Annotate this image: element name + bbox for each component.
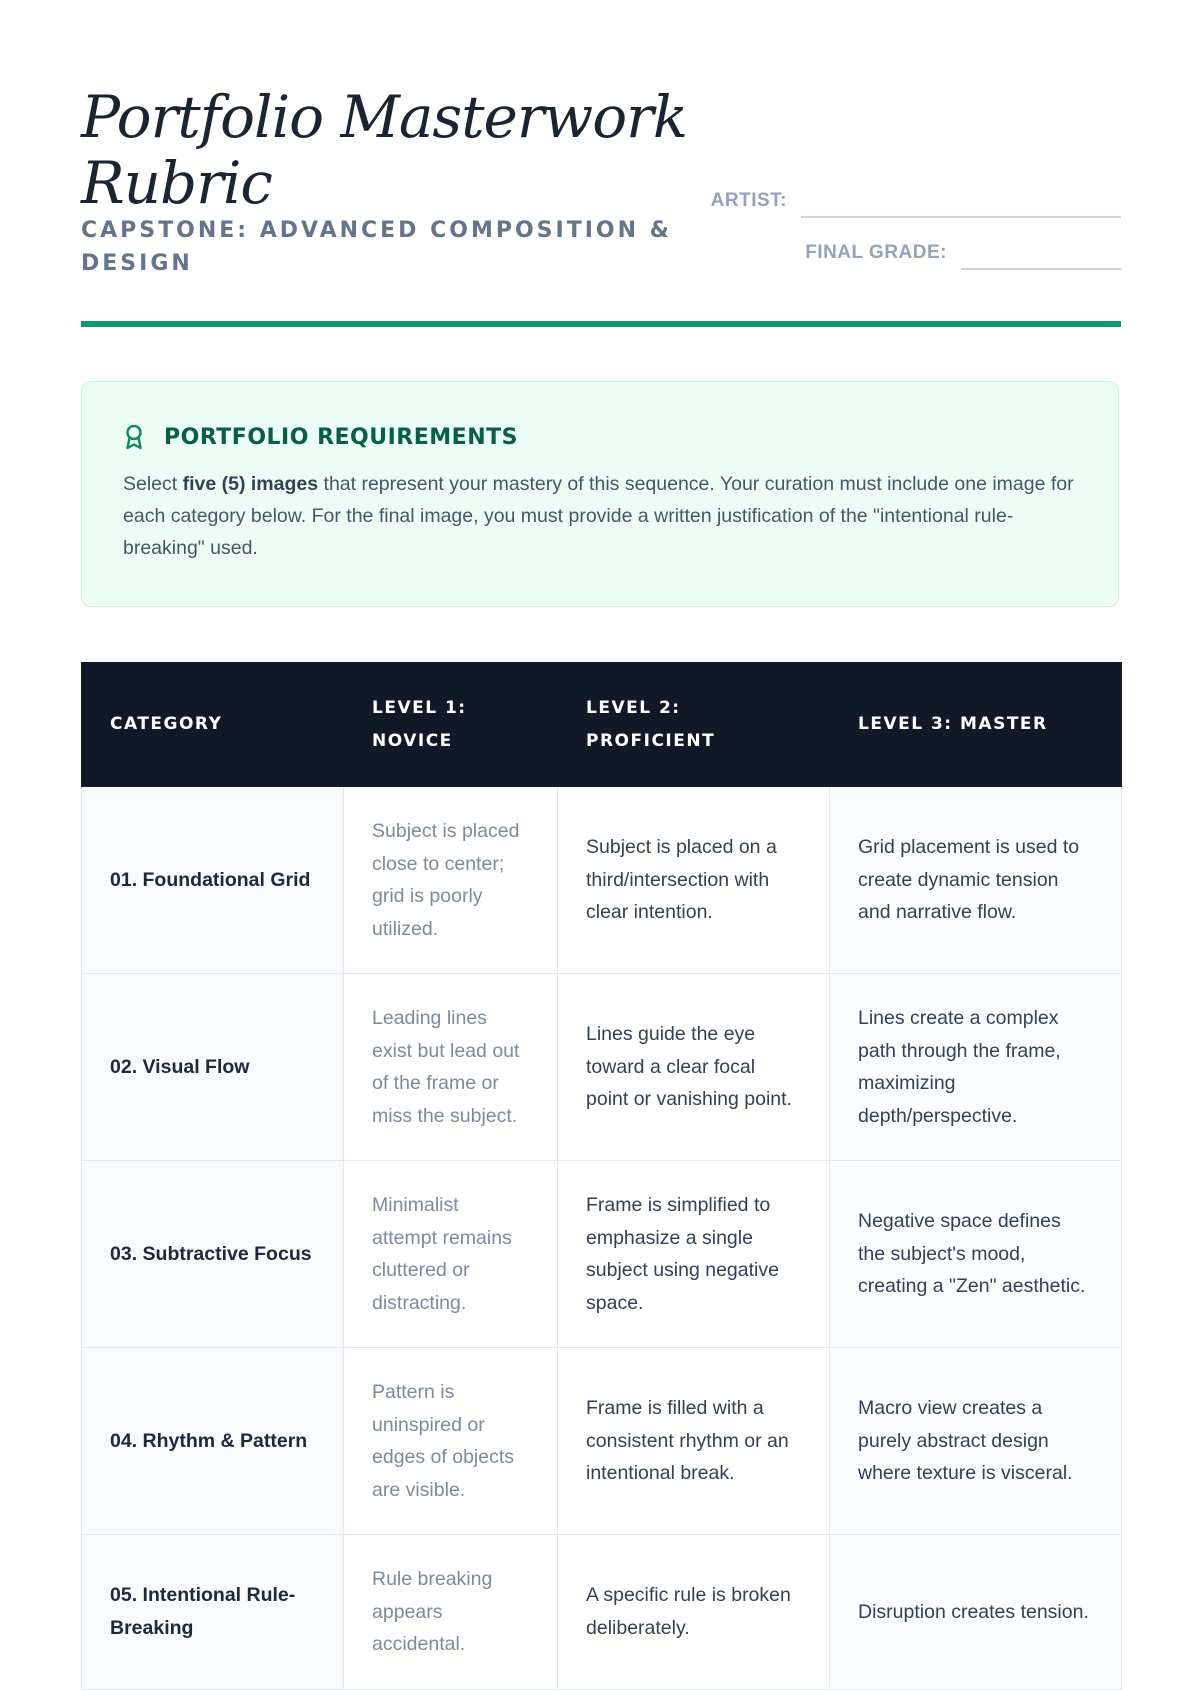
award-ribbon-icon <box>123 424 145 450</box>
requirements-text-emphasis: five (5) images <box>182 473 319 495</box>
page-header <box>81 0 1121 330</box>
category-cell: 05. Intentional Rule-Breaking <box>82 1535 344 1690</box>
master-cell: Grid placement is used to create dynamic tension and narrative flow. <box>830 787 1122 974</box>
header-level-2: LEVEL 2: PROFICIENT <box>558 663 830 787</box>
novice-cell: Leading lines exist but lead out of the frame or miss the subject. <box>344 974 558 1161</box>
artist-input-line[interactable] <box>801 190 1121 218</box>
rubric-table <box>81 662 1122 1690</box>
rubric-header-row <box>82 663 1122 787</box>
proficient-cell: Frame is filled with a consistent rhythm or an intentional break. <box>558 1348 830 1535</box>
table-row <box>82 1535 1122 1690</box>
final-grade-field <box>805 242 1121 270</box>
novice-cell: Minimalist attempt remains cluttered or distracting. <box>344 1161 558 1348</box>
page-title: Portfolio Masterwork Rubric <box>81 83 687 217</box>
requirements-title: PORTFOLIO REQUIREMENTS <box>164 424 518 450</box>
master-cell: Disruption creates tension. <box>830 1535 1122 1690</box>
header-divider <box>81 321 1121 327</box>
final-grade-label: FINAL GRADE: <box>805 242 947 263</box>
requirements-text-end: that represent your mastery of this sequence. Your curation must include one image for each category below. For the final image, you must provide a written justification of the "intentional rule-breaking" used. <box>123 473 1074 559</box>
proficient-cell: A specific rule is broken deliberately. <box>558 1535 830 1690</box>
requirements-heading <box>123 424 518 450</box>
final-grade-input-line[interactable] <box>961 242 1121 270</box>
proficient-cell: Lines guide the eye toward a clear focal point or vanishing point. <box>558 974 830 1161</box>
novice-cell: Pattern is uninspired or edges of objects are visible. <box>344 1348 558 1535</box>
category-cell: 03. Subtractive Focus <box>82 1161 344 1348</box>
novice-cell: Rule breaking appears accidental. <box>344 1535 558 1690</box>
header-level-3: LEVEL 3: MASTER <box>830 663 1122 787</box>
proficient-cell: Subject is placed on a third/intersection with clear intention. <box>558 787 830 974</box>
artist-label: ARTIST: <box>710 190 787 211</box>
table-row <box>82 1348 1122 1535</box>
requirements-text <box>123 468 1083 564</box>
table-row <box>82 787 1122 974</box>
artist-field <box>711 190 1121 218</box>
proficient-cell: Frame is simplified to emphasize a single subject using negative space. <box>558 1161 830 1348</box>
novice-cell: Subject is placed close to center; grid is poorly utilized. <box>344 787 558 974</box>
requirements-box <box>81 381 1119 607</box>
master-cell: Macro view creates a purely abstract design where texture is visceral. <box>830 1348 1122 1535</box>
requirements-text-start: Select <box>123 473 183 495</box>
table-row <box>82 974 1122 1161</box>
master-cell: Lines create a complex path through the frame, maximizing depth/perspective. <box>830 974 1122 1161</box>
master-cell: Negative space defines the subject's mood, creating a "Zen" aesthetic. <box>830 1161 1122 1348</box>
header-level-1: LEVEL 1: NOVICE <box>344 663 558 787</box>
table-row <box>82 1161 1122 1348</box>
category-cell: 04. Rhythm & Pattern <box>82 1348 344 1535</box>
category-cell: 01. Foundational Grid <box>82 787 344 974</box>
rubric-page <box>81 0 1121 1655</box>
header-category: CATEGORY <box>82 663 344 787</box>
page-subtitle: CAPSTONE: ADVANCED COMPOSITION & DESIGN <box>81 218 672 276</box>
category-cell: 02. Visual Flow <box>82 974 344 1161</box>
